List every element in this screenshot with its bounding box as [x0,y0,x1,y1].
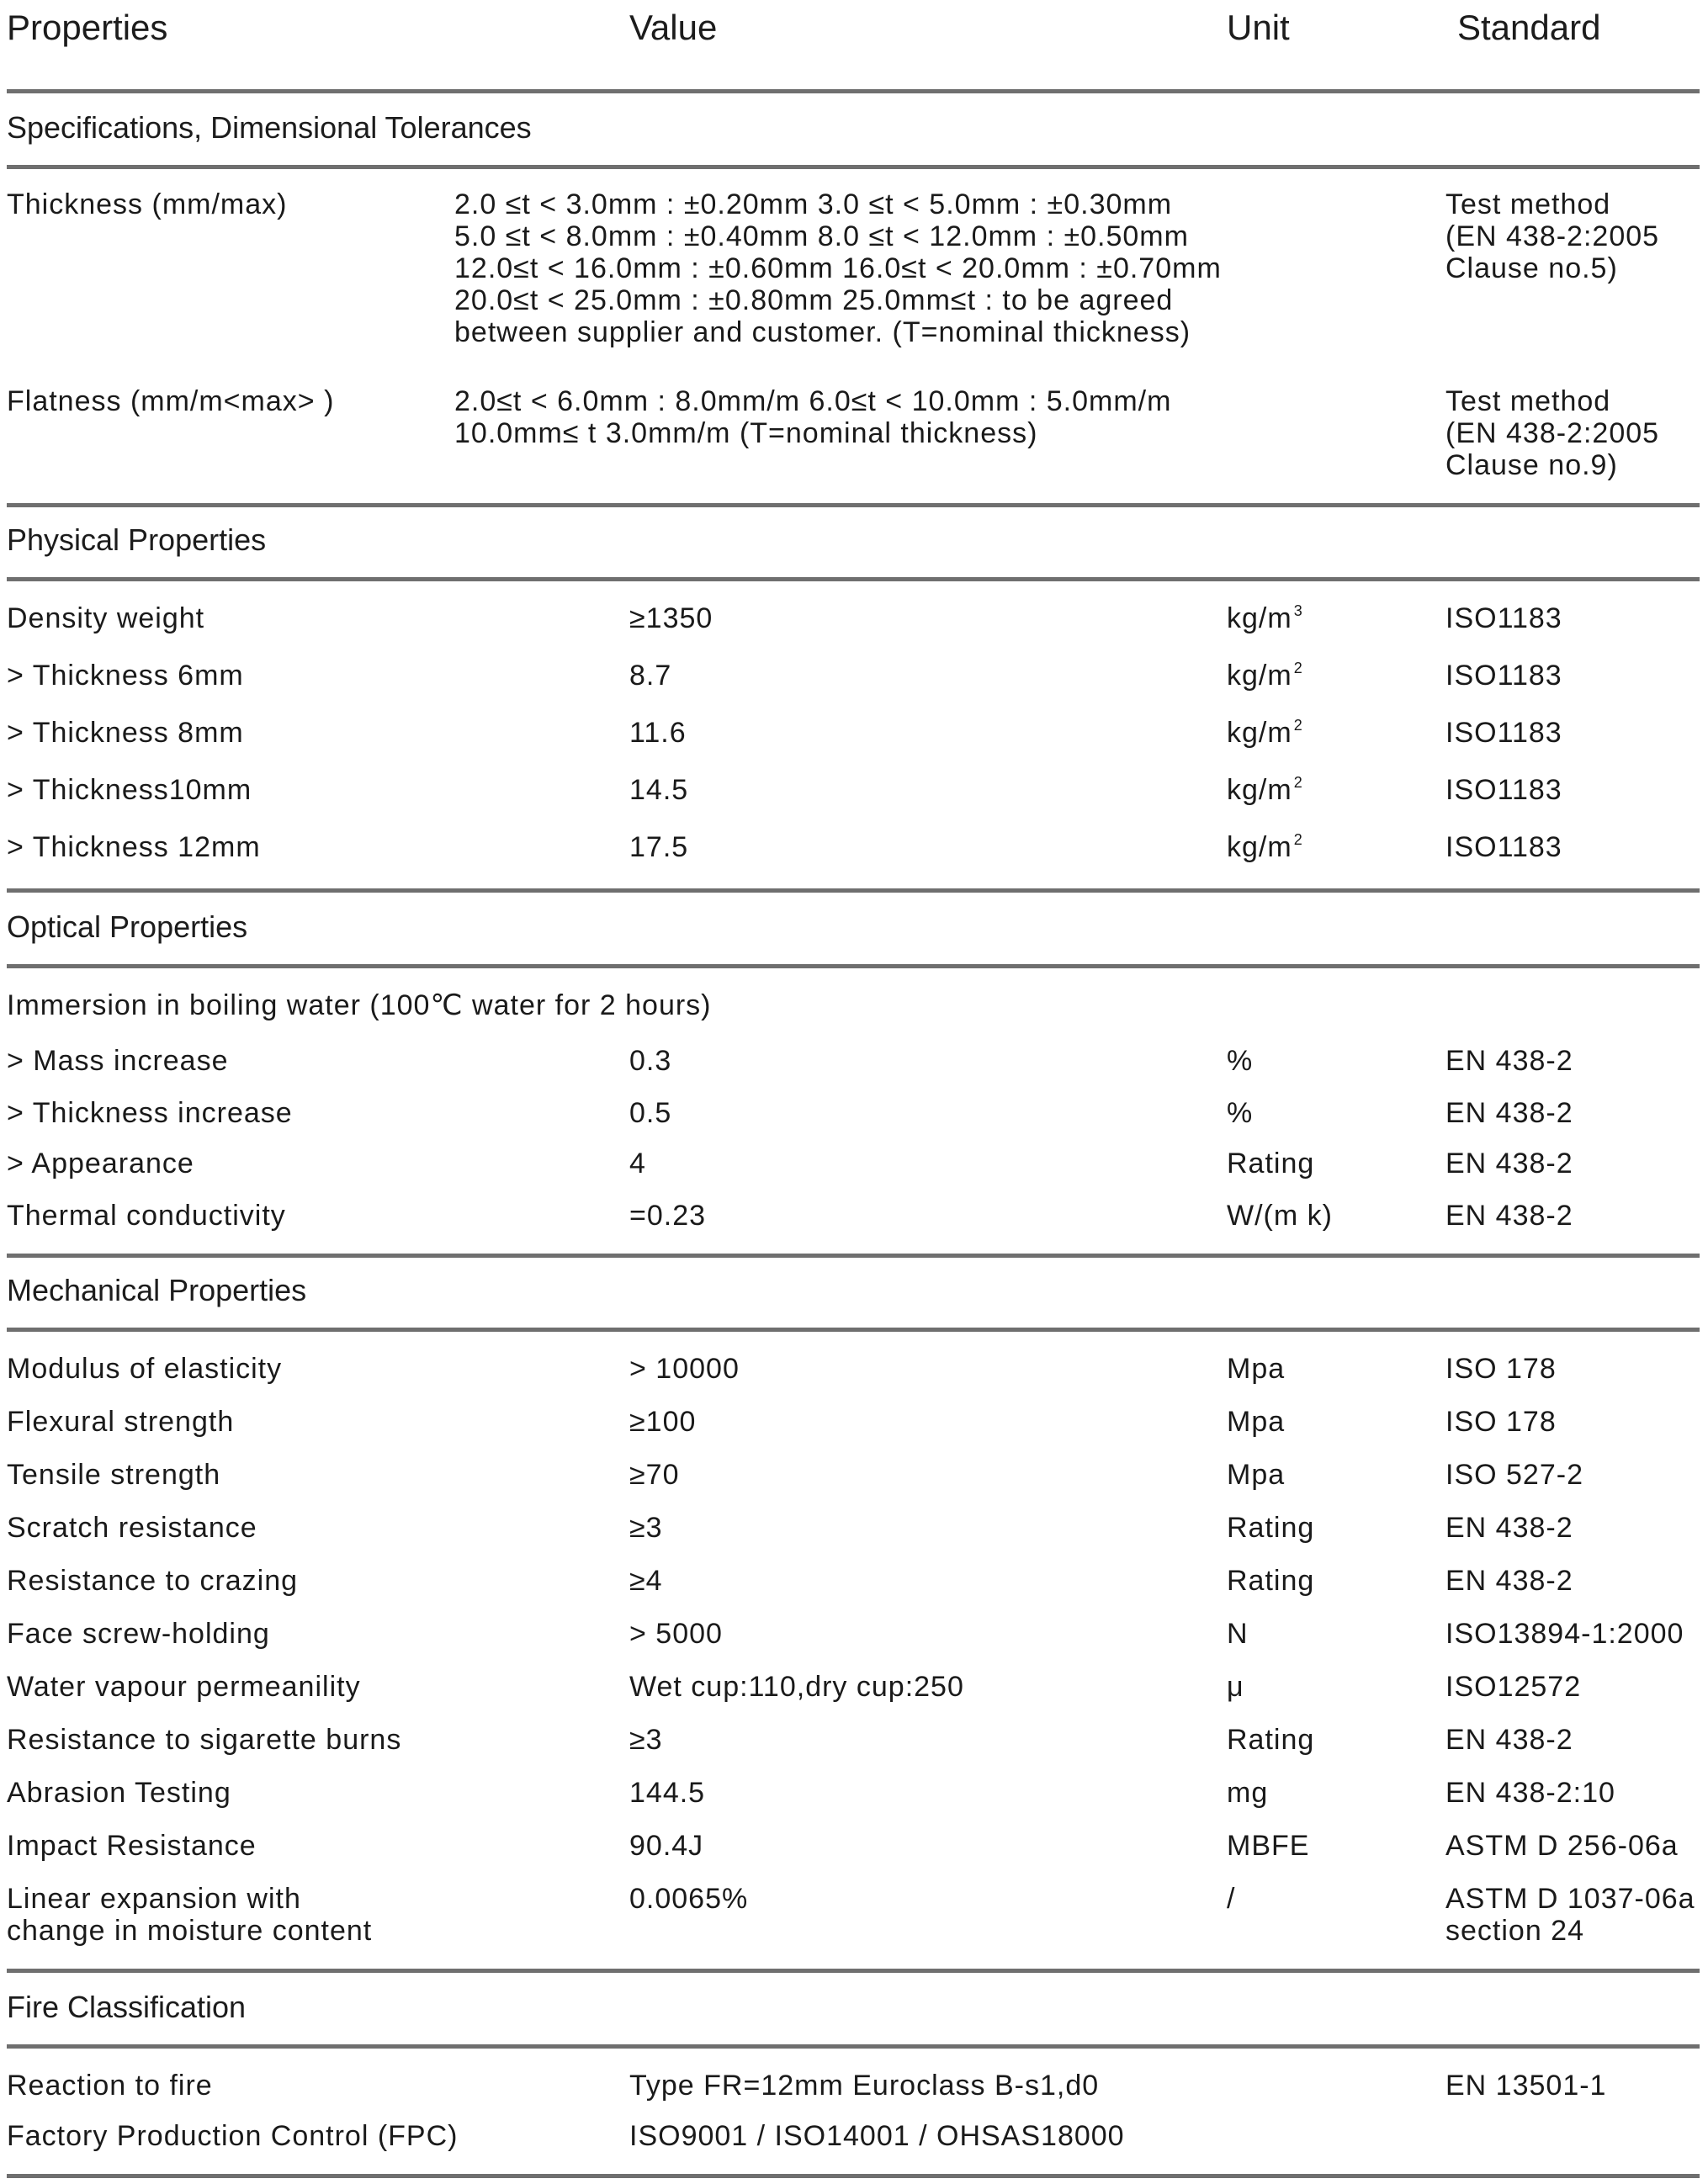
table-row [0,1671,1708,1721]
unit-value: mg [1227,1777,1269,1809]
property-label: > Thickness increase [7,1097,293,1129]
standard-line: (EN 438-2:2005 [1445,220,1660,252]
property-label: > Thickness 8mm [7,717,244,749]
standard-value: ISO 178 [1445,1406,1557,1438]
table-row [0,831,1708,882]
tolerance-line: 20.0≤t < 25.0mm : ±0.80mm 25.0mm≤t : to be agreed [454,284,1174,316]
unit-value: / [1227,1883,1236,1915]
unit-exponent: 2 [1293,717,1303,734]
standard-value [1445,385,1659,481]
table-row [0,1777,1708,1827]
standard-value: ISO1183 [1445,660,1562,692]
unit-value: Rating [1227,1148,1315,1179]
property-value: 11.6 [629,717,687,749]
table-row [0,1618,1708,1668]
table-row [0,1830,1708,1880]
table-row [0,1148,1708,1198]
tolerance-line: 5.0 ≤t < 8.0mm : ±0.40mm 8.0 ≤t < 12.0mm : ±0.50mm [454,220,1189,252]
section-title-optical: Optical Properties [7,909,248,944]
property-label: Factory Production Control (FPC) [7,2120,459,2152]
unit-text: kg/m [1227,602,1292,634]
property-label: Abrasion Testing [7,1777,231,1809]
divider [7,165,1700,169]
property-label: Resistance to crazing [7,1565,299,1597]
property-label: > Thickness 12mm [7,831,261,863]
property-value: =0.23 [629,1200,707,1232]
tolerance-line: 10.0mm≤ t 3.0mm/m (T=nominal thickness) [454,417,1038,449]
standard-line: Test method [1445,385,1611,417]
unit-value: % [1227,1045,1254,1077]
standard-value: EN 438-2 [1445,1148,1573,1179]
divider [7,1969,1700,1973]
property-label: Flexural strength [7,1406,235,1438]
standard-value: EN 438-2 [1445,1200,1573,1232]
immersion-label: Immersion in boiling water (100℃ water for 2 hours) [7,989,712,1021]
unit-text: kg/m [1227,717,1292,749]
standard-value: EN 438-2:10 [1445,1777,1615,1809]
table-row [0,2120,1708,2171]
table-row [0,1459,1708,1509]
property-value: 14.5 [629,774,689,806]
table-row [0,1512,1708,1562]
table-row-immersion [0,989,1708,1040]
unit-value [1227,717,1303,749]
divider [7,1254,1700,1258]
property-value: ≥3 [629,1724,663,1756]
property-label: Flatness (mm/m<max> ) [7,385,335,417]
property-value: 0.3 [629,1045,672,1077]
property-value: ≥3 [629,1512,663,1544]
property-value: ≥100 [629,1406,697,1438]
flatness-tolerance-ranges [454,385,1171,449]
tolerance-line: 12.0≤t < 16.0mm : ±0.60mm 16.0≤t < 20.0mm : ±0.70mm [454,252,1222,284]
property-label: Face screw-holding [7,1618,270,1650]
property-label [7,1883,372,1947]
divider [7,503,1700,507]
standard-value: ISO12572 [1445,1671,1582,1703]
table-row-flatness [0,385,1708,495]
section-title-fire: Fire Classification [7,1990,247,2024]
standard-line: Clause no.9) [1445,449,1618,481]
divider [7,964,1700,968]
property-label: > Mass increase [7,1045,229,1077]
unit-value: Mpa [1227,1406,1286,1438]
unit-value: MBFE [1227,1830,1310,1862]
property-label: Tensile strength [7,1459,221,1491]
property-value: ≥1350 [629,602,713,634]
property-value: ISO9001 / ISO14001 / OHSAS18000 [629,2120,1125,2152]
tolerance-line: between supplier and customer. (T=nominal thickness) [454,316,1191,348]
standard-value: ISO 527-2 [1445,1459,1583,1491]
table-row [0,660,1708,710]
unit-exponent: 2 [1293,831,1303,848]
standard-value: EN 438-2 [1445,1512,1573,1544]
unit-value: % [1227,1097,1254,1129]
standard-value: ISO1183 [1445,831,1562,863]
table-row [0,1353,1708,1403]
standard-value: EN 13501-1 [1445,2070,1607,2102]
thickness-tolerance-ranges [454,188,1222,348]
header-unit: Unit [1227,8,1290,47]
table-row-thickness [0,188,1708,369]
unit-value: Rating [1227,1512,1315,1544]
property-value: > 10000 [629,1353,740,1385]
unit-exponent: 3 [1293,602,1303,619]
unit-value: Mpa [1227,1459,1286,1491]
standard-line: section 24 [1445,1915,1584,1947]
unit-value [1227,831,1303,863]
divider [7,2044,1700,2049]
property-value: 144.5 [629,1777,706,1809]
standard-value: ISO1183 [1445,602,1562,634]
header-value: Value [629,8,718,47]
section-title-physical: Physical Properties [7,522,267,557]
property-label: Resistance to sigarette burns [7,1724,402,1756]
unit-value [1227,602,1303,634]
property-label: > Thickness10mm [7,774,252,806]
standard-value: ISO1183 [1445,774,1562,806]
standard-line: ASTM D 1037-06a [1445,1883,1695,1915]
property-label: Modulus of elasticity [7,1353,283,1385]
property-label: Water vapour permeanility [7,1671,361,1703]
standard-value: ISO1183 [1445,717,1562,749]
table-row [0,1724,1708,1774]
divider [7,577,1700,581]
table-row [0,1097,1708,1148]
standard-value: EN 438-2 [1445,1045,1573,1077]
table-row-linear-expansion [0,1883,1708,1959]
section-title-specifications: Specifications, Dimensional Tolerances [7,110,532,145]
table-row [0,602,1708,653]
property-label: Thermal conductivity [7,1200,286,1232]
property-value: 0.0065% [629,1883,749,1915]
property-value: 4 [629,1148,646,1179]
property-value: 8.7 [629,660,672,692]
unit-value: W/(m k) [1227,1200,1333,1232]
table-row [0,717,1708,767]
table-row [0,774,1708,824]
table-row [0,1200,1708,1250]
table-row [0,1565,1708,1615]
tolerance-line: 2.0 ≤t < 3.0mm : ±0.20mm 3.0 ≤t < 5.0mm : ±0.30mm [454,188,1173,220]
unit-text: kg/m [1227,774,1292,806]
property-label: Impact Resistance [7,1830,257,1862]
table-row [0,2070,1708,2120]
property-value: 0.5 [629,1097,672,1129]
standard-value: EN 438-2 [1445,1565,1573,1597]
property-value: Wet cup:110,dry cup:250 [629,1671,964,1703]
tolerance-line: 2.0≤t < 6.0mm : 8.0mm/m 6.0≤t < 10.0mm : 5.0mm/m [454,385,1172,417]
unit-value [1227,774,1303,806]
property-label: > Appearance [7,1148,194,1179]
standard-value: ISO 178 [1445,1353,1557,1385]
property-label: Thickness (mm/max) [7,188,288,220]
header-properties: Properties [7,8,168,47]
unit-value [1227,660,1303,692]
unit-value: N [1227,1618,1249,1650]
property-value: > 5000 [629,1618,723,1650]
unit-value: Mpa [1227,1353,1286,1385]
property-label-line: Linear expansion with [7,1883,301,1915]
standard-line: (EN 438-2:2005 [1445,417,1660,449]
property-value: ≥4 [629,1565,663,1597]
unit-text: kg/m [1227,831,1292,863]
property-value: 17.5 [629,831,689,863]
property-label-line: change in moisture content [7,1915,373,1947]
property-label: Reaction to fire [7,2070,213,2102]
unit-exponent: 2 [1293,774,1303,791]
header-standard: Standard [1457,8,1601,47]
table-row [0,1406,1708,1456]
standard-value: ISO13894-1:2000 [1445,1618,1684,1650]
divider [7,888,1700,893]
property-label: Scratch resistance [7,1512,257,1544]
divider [7,2174,1700,2178]
divider [7,1328,1700,1332]
divider [7,89,1700,93]
standard-line: Clause no.5) [1445,252,1618,284]
property-value: 90.4J [629,1830,704,1862]
property-label: Density weight [7,602,205,634]
unit-value: Rating [1227,1565,1315,1597]
unit-exponent: 2 [1293,660,1303,676]
property-value: ≥70 [629,1459,680,1491]
property-label: > Thickness 6mm [7,660,244,692]
standard-value: EN 438-2 [1445,1724,1573,1756]
property-value: Type FR=12mm Euroclass B-s1,d0 [629,2070,1100,2102]
standard-line: Test method [1445,188,1611,220]
standard-value: EN 438-2 [1445,1097,1573,1129]
standard-value [1445,188,1659,284]
standard-value [1445,1883,1695,1947]
unit-value: Rating [1227,1724,1315,1756]
section-title-mechanical: Mechanical Properties [7,1273,307,1307]
unit-value: μ [1227,1671,1244,1703]
unit-text: kg/m [1227,660,1292,692]
standard-value: ASTM D 256-06a [1445,1830,1679,1862]
table-row [0,1045,1708,1095]
